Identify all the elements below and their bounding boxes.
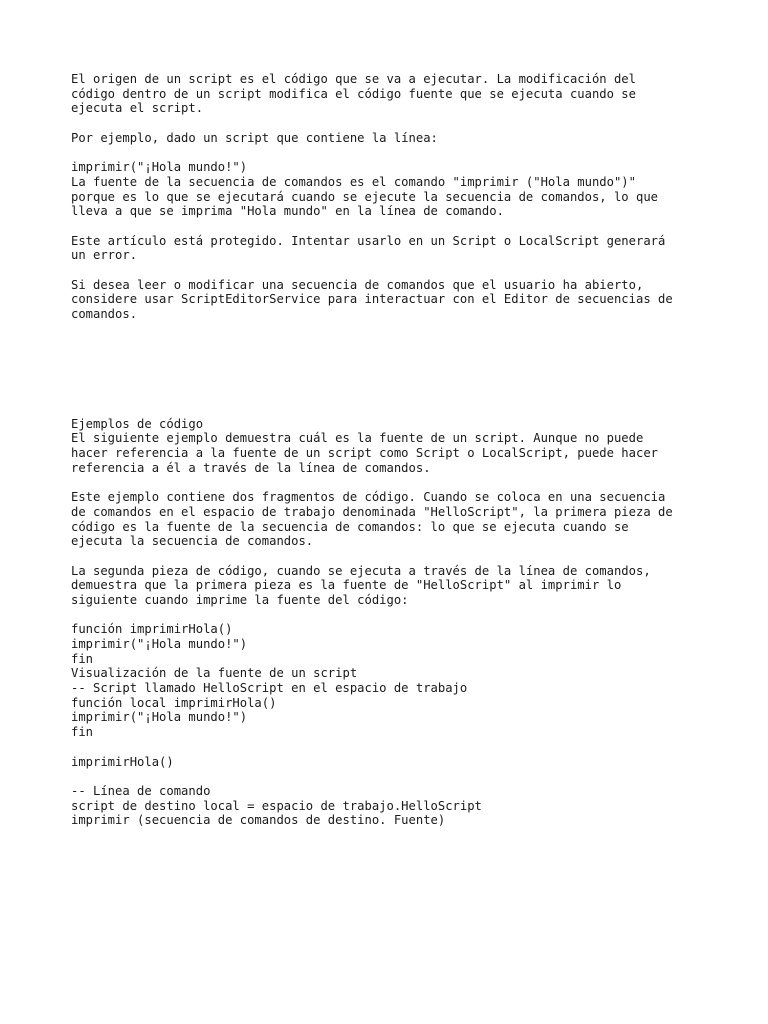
text-line: El origen de un script es el código que se va a ejecutar. La modificación del <box>71 72 636 86</box>
text-line: porque es lo que se ejecutará cuando se ejecute la secuencia de comandos, lo que <box>71 189 658 204</box>
paragraph-gap <box>71 608 711 623</box>
text-line: Por ejemplo, dado un script que contiene la línea: <box>71 130 438 145</box>
paragraph-gap <box>71 740 711 755</box>
code-line-paragraph <box>71 160 711 219</box>
paragraph-gap <box>71 145 711 160</box>
text-line: ejecuta la secuencia de comandos. <box>71 534 314 549</box>
code-line: Visualización de la fuente de un script <box>71 666 358 681</box>
text-line: El siguiente ejemplo demuestra cuál es la fuente de un script. Aunque no puede <box>71 431 644 446</box>
paragraph-gap <box>71 549 711 564</box>
paragraph-gap <box>71 475 711 490</box>
fragments-paragraph <box>71 490 711 549</box>
examples-section <box>71 417 711 476</box>
paragraph-gap <box>71 769 711 784</box>
code-line: imprimir("¡Hola mundo!") <box>71 637 248 651</box>
example-intro-paragraph <box>71 131 711 146</box>
code-line: función imprimirHola() <box>71 622 233 637</box>
intro-paragraph <box>71 72 711 116</box>
text-line: de comandos en el espacio de trabajo denominada "HelloScript", la primera pieza de <box>71 504 673 519</box>
text-line: Este ejemplo contiene dos fragmentos de código. Cuando se coloca en una secuencia <box>71 490 666 505</box>
text-line: demuestra que la primera pieza es la fuente de "HelloScript" al imprimir lo <box>71 578 622 593</box>
text-line: código es la fuente de la secuencia de comandos: lo que se ejecuta cuando se <box>71 519 629 534</box>
text-line: considere usar ScriptEditorService para interactuar con el Editor de secuencias de <box>71 292 673 307</box>
text-line: un error. <box>71 248 138 263</box>
text-line: ejecuta el script. <box>71 101 204 116</box>
call-code-block <box>71 755 711 770</box>
code-line: script de destino local = espacio de trabajo.HelloScript <box>71 798 482 813</box>
text-line: código dentro de un script modifica el código fuente que se ejecuta cuando se <box>71 86 636 101</box>
text-line: referencia a él a través de la línea de comandos. <box>71 460 431 475</box>
section-gap <box>71 322 711 417</box>
code-line: función local imprimirHola() <box>71 695 277 710</box>
text-line: La segunda pieza de código, cuando se ejecuta a través de la línea de comandos, <box>71 563 651 578</box>
code-line: imprimir("¡Hola mundo!") <box>71 160 248 175</box>
code-line: imprimir (secuencia de comandos de destino. Fuente) <box>71 813 446 828</box>
text-line: siguiente cuando imprime la fuente del código: <box>71 592 409 607</box>
code-line: -- Línea de comando <box>71 783 211 798</box>
editor-note-paragraph <box>71 278 711 322</box>
code-line: fin <box>71 725 94 740</box>
text-line: lleva a que se imprima "Hola mundo" en la línea de comando. <box>71 204 504 219</box>
code-line: imprimirHola() <box>71 754 174 769</box>
code-line: -- Script llamado HelloScript en el espacio de trabajo <box>71 681 468 696</box>
paragraph-gap <box>71 116 711 131</box>
document-page <box>71 72 711 828</box>
function-code-block <box>71 622 711 740</box>
text-line: comandos. <box>71 307 138 321</box>
code-line: fin <box>71 651 94 666</box>
text-line: hacer referencia a la fuente de un script como Script o LocalScript, puede hacer <box>71 446 658 461</box>
command-line-code-block <box>71 784 711 828</box>
second-piece-paragraph <box>71 564 711 608</box>
paragraph-gap <box>71 263 711 278</box>
text-line: La fuente de la secuencia de comandos es el comando "imprimir ("Hola mundo")" <box>71 174 636 189</box>
protected-note-paragraph <box>71 234 711 263</box>
paragraph-gap <box>71 219 711 234</box>
section-heading: Ejemplos de código <box>71 416 204 431</box>
text-line: Este artículo está protegido. Intentar usarlo en un Script o LocalScript generará <box>71 233 666 248</box>
text-line: Si desea leer o modificar una secuencia de comandos que el usuario ha abierto, <box>71 277 644 292</box>
code-line: imprimir("¡Hola mundo!") <box>71 710 248 725</box>
